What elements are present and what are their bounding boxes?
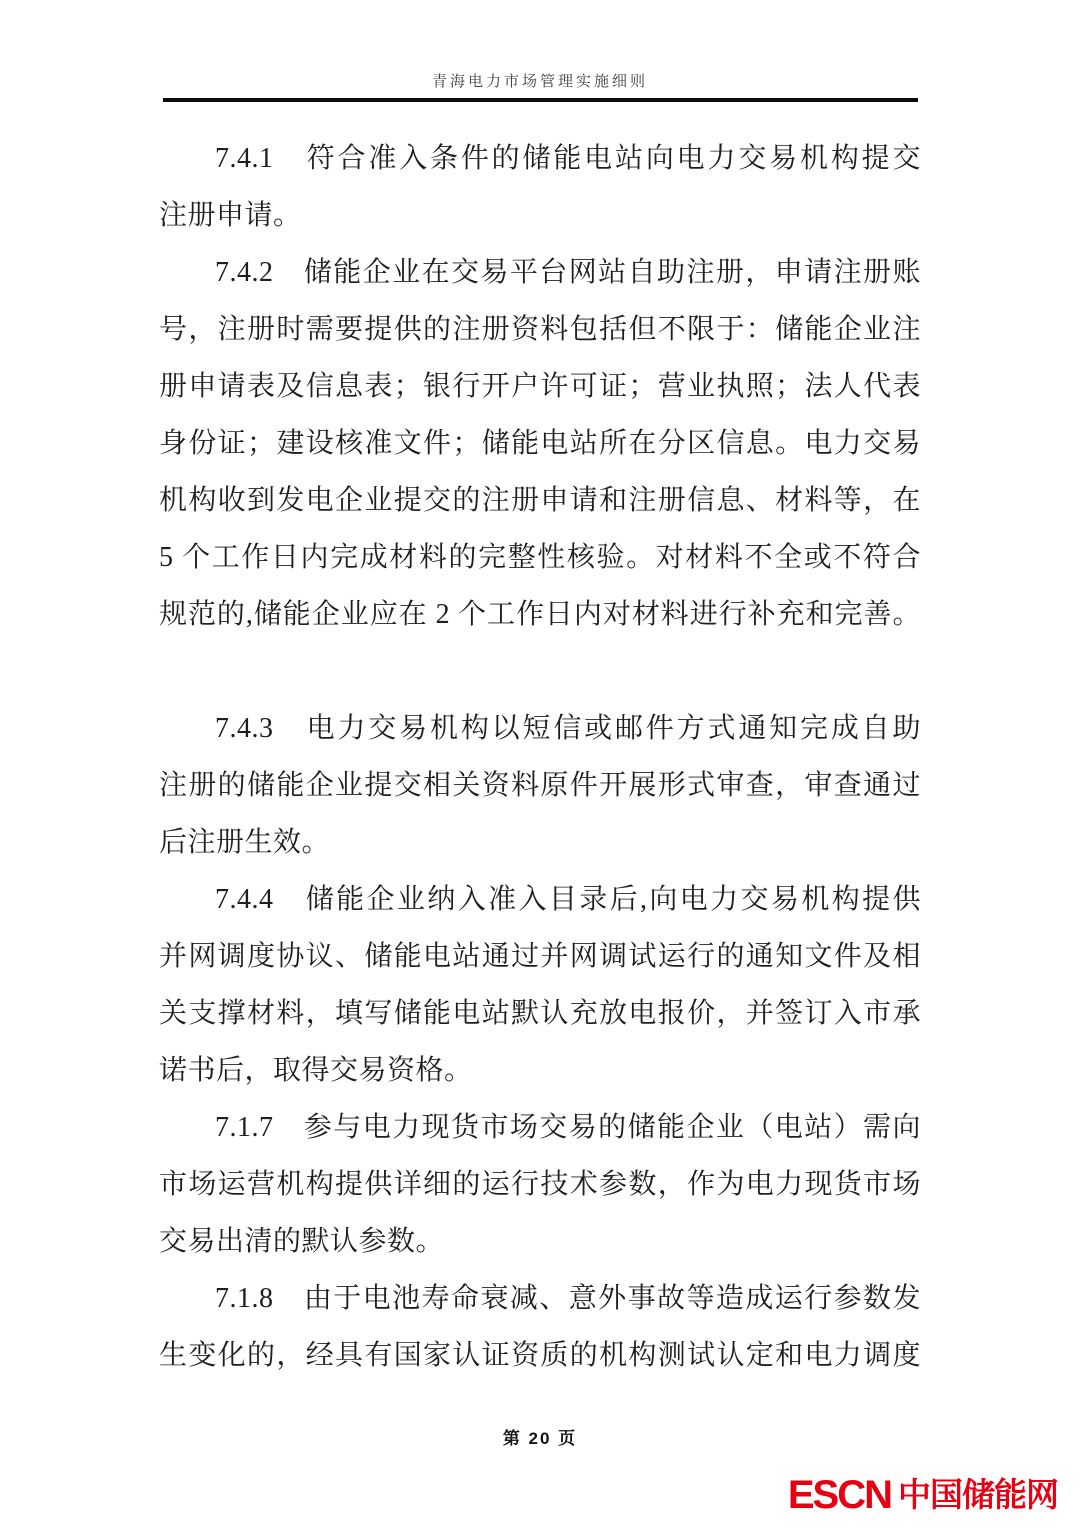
- body-line: 号，注册时需要提供的注册资料包括但不限于：储能企业注: [159, 314, 921, 345]
- page-number: 第 20 页: [502, 1429, 578, 1448]
- body-line: 5 个工作日内完成材料的完整性核验。对材料不全或不符合: [159, 542, 921, 573]
- body-line: 7.1.8 由于电池寿命衰减、意外事故等造成运行参数发: [215, 1283, 921, 1314]
- escn-logo-latin: ESCN: [787, 1473, 891, 1517]
- body-line: 注册的储能企业提交相关资料原件开展形式审查，审查通过: [159, 770, 921, 801]
- body-line: 关支撑材料，填写储能电站默认充放电报价，并签订入市承: [159, 998, 921, 1029]
- page-header-title: 青海电力市场管理实施细则: [431, 74, 648, 90]
- body-line: 市场运营机构提供详细的运行技术参数，作为电力现货市场: [159, 1169, 921, 1200]
- escn-logo-cjk: 中国储能网: [898, 1475, 1058, 1513]
- body-line: 7.4.4 储能企业纳入准入目录后,向电力交易机构提供: [215, 884, 921, 915]
- body-line: 交易出清的默认参数。: [159, 1226, 445, 1257]
- body-line: 机构收到发电企业提交的注册申请和注册信息、材料等，在: [159, 485, 921, 516]
- body-line: 诺书后，取得交易资格。: [159, 1055, 473, 1086]
- body-line: 后注册生效。: [159, 827, 331, 858]
- body-line: 7.4.2 储能企业在交易平台网站自助注册，申请注册账: [215, 257, 921, 288]
- body-line: 册申请表及信息表；银行开户许可证；营业执照；法人代表: [159, 371, 921, 402]
- body-line: 7.1.7 参与电力现货市场交易的储能企业（电站）需向: [215, 1112, 921, 1143]
- body-line: 7.4.3 电力交易机构以短信或邮件方式通知完成自助: [215, 713, 921, 744]
- body-line: 身份证；建设核准文件；储能电站所在分区信息。电力交易: [159, 428, 921, 459]
- body-blank-line: [159, 643, 921, 700]
- body-line: 7.4.1 符合准入条件的储能电站向电力交易机构提交: [215, 143, 921, 174]
- document-body: [159, 130, 921, 1384]
- body-line: 注册申请。: [159, 200, 302, 231]
- header-divider-rule: [163, 98, 918, 102]
- escn-logo: [788, 1475, 1058, 1515]
- body-line: 并网调度协议、储能电站通过并网调试运行的通知文件及相: [159, 941, 921, 972]
- body-line: 生变化的，经具有国家认证资质的机构测试认定和电力调度: [159, 1340, 921, 1371]
- body-line: 规范的,储能企业应在 2 个工作日内对材料进行补充和完善。: [159, 599, 921, 630]
